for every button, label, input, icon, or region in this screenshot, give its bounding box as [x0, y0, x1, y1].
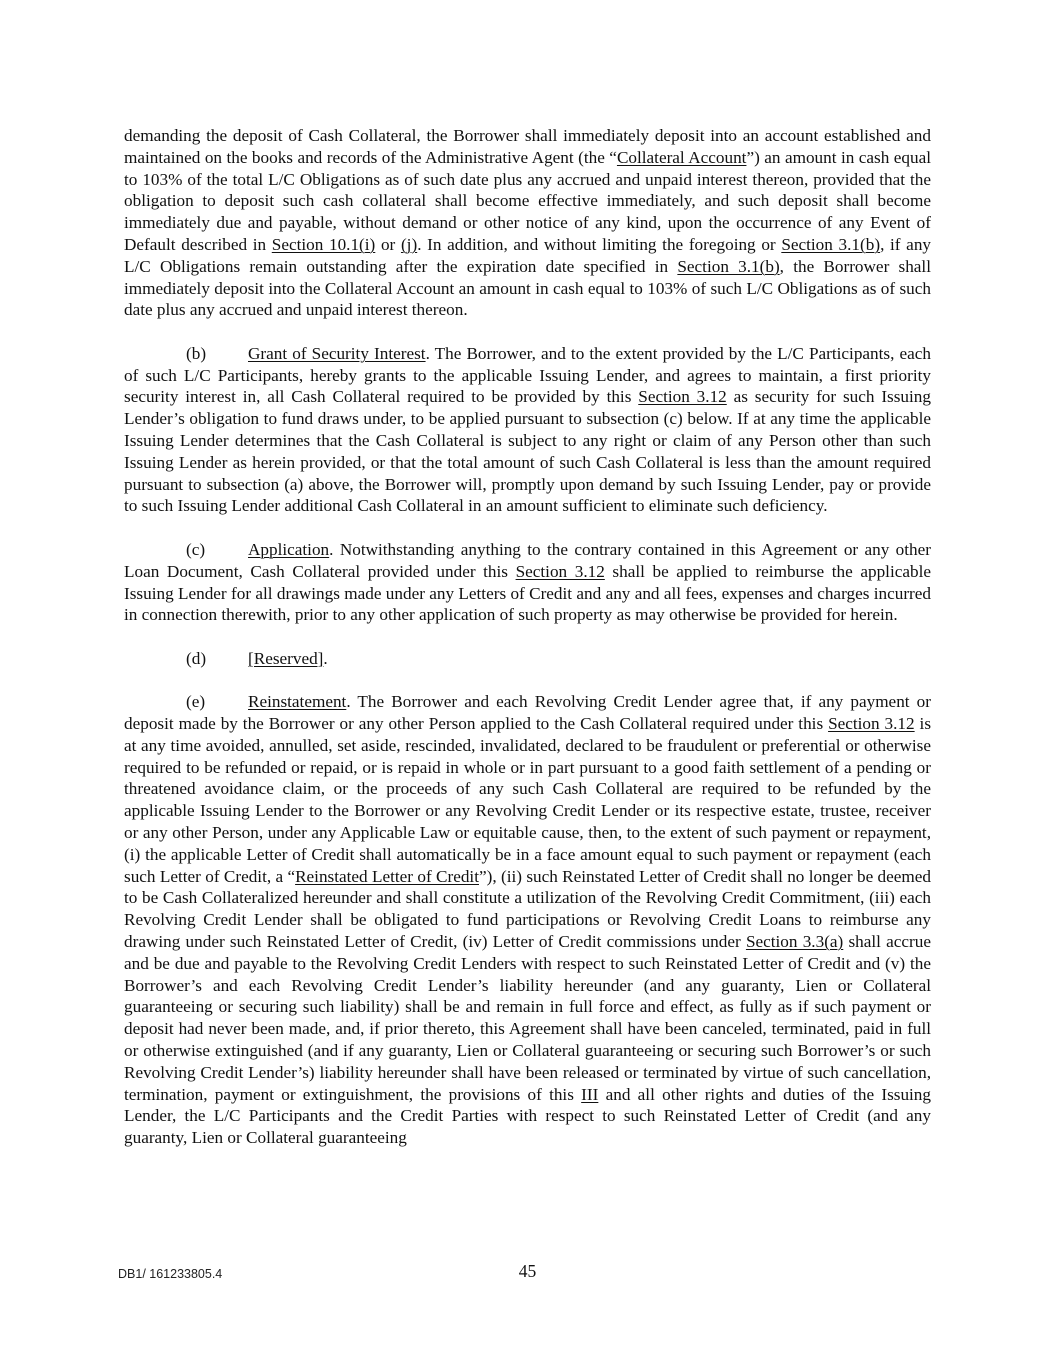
text: is at any time avoided, annulled, set aside, rescinded, invalidated, declared to be fraudulent or preferential or otherwise required to be refunded or repaid, or is repaid in whole or in part pursuant to a good faith settlement of a pending or threatened avoidance claim, or the proceeds of any such Cash Collateral are required to be refunded by the applicable Issuing Lender to the Borrower or any Revolving Credit Lender or its respective estate, trustee, receiver or any other Person, under any Applicable Law or equitable cause, then, to the extent of such payment or repayment, (i) the applicable Letter of Credit shall automatically be in a face amount equal to such payment or repayment (each such Letter of Credit, a “ — [124, 714, 932, 886]
text: . The Borrower and each Revolving Credit Lender agree that, if any payment or deposit made by the Borrower or any other Person applied to the Cash Collateral required under this — [124, 692, 931, 734]
text: ”), (ii) such Reinstated Letter of Credit shall no longer be deemed to be Cash Collateralized hereunder and shall constitute a utilization of the Revolving Credit Commitment, (iii) each Revolving Credit Lender shall be obligated to fund participations or Revolving Credit Loans to reimburse any drawing under such Reinstated Letter of Credit, (iv) Letter of Credit commissions under — [124, 866, 931, 952]
paragraph-d — [124, 648, 931, 670]
text: shall accrue and be due and payable to the Revolving Credit Lenders with respect to such Reinstated Letter of Credit and (v) the Borrower’s and each Revolving Credit Lender’s liability hereunder (and any guaranty, Lien or Collateral guaranteeing or securing such liability) shall be and remain in full force and effect, as fully as if such payment or deposit had never been made, and, if prior thereto, this Agreement shall have been canceled, terminated, paid in full or otherwise extinguished (and if any guaranty, Lien or Collateral guaranteeing or securing such Borrower’s or such Revolving Credit Lender’s) liability hereunder shall have been released or terminated by virtue of such cancellation, termination, payment or extinguishment, the provisions of this — [124, 932, 932, 1104]
subsection-label: (d) — [186, 648, 207, 668]
document-id: DB1/ 161233805.4 — [118, 1267, 223, 1281]
subsection-heading: [Reserved] — [248, 648, 324, 668]
text: ”) an amount in cash equal to 103% of the total L/C Obligations as of such date plus any accrued and unpaid interest thereon, provided that the obligation to deposit such cash collateral shall become effective immediately, and such deposit shall become immediately due and payable, without demand or other notice of any kind, upon the occurrence of any Event of Default described in — [124, 147, 932, 254]
text: , the Borrower shall immediately deposit into the Collateral Account an amount in cash equal to 103% of such L/C Obligations as of such date plus any accrued and unpaid interest thereon. — [124, 256, 931, 320]
text: , if any L/C Obligations remain outstanding after the expiration date specified in — [124, 234, 932, 276]
section-reference: Section 3.12 — [515, 561, 605, 581]
section-reference: Section 10.1(i) — [271, 234, 376, 254]
text: demanding the deposit of Cash Collateral, the Borrower shall immediately deposit into an account established and maintained on the books and records of the Administrative Agent (the “ — [124, 126, 931, 167]
text: . The Borrower, and to the extent provided by the L/C Participants, each of such L/C Participants, hereby grants to the applicable Issuing Lender, and agrees to maintain, a first priority security interest in, all Cash Collateral required to be provided by this — [124, 343, 931, 407]
defined-term-reinstated-letter-of-credit: Reinstated Letter of Credit — [295, 866, 479, 886]
subsection-heading: Application — [248, 539, 330, 559]
paragraph-b — [124, 343, 931, 517]
section-reference: Section 3.1(b) — [677, 256, 780, 276]
page-number: 45 — [518, 1261, 537, 1281]
text: or — [375, 234, 401, 254]
subsection-label: (c) — [186, 539, 206, 559]
section-reference: Section 3.12 — [828, 714, 915, 734]
text: and all other rights and duties of the Issuing Lender, the L/C Participants and the Credit Parties with respect to such Reinstated Letter of Credit (and any guaranty, Lien or Collateral guaranteeing — [124, 1084, 931, 1148]
paragraph-c — [124, 539, 931, 626]
text: . — [323, 648, 328, 668]
paragraph-a — [124, 125, 931, 321]
section-reference: Section 3.12 — [638, 387, 727, 407]
text: shall be applied to reimburse the applicable Issuing Lender for all drawings made under any Letters of Credit and any and all fees, expenses and charges incurred in connection therewith, prior to any other application of such property as may otherwise be provided for herein. — [124, 561, 931, 625]
subsection-heading: Reinstatement — [248, 692, 347, 712]
section-reference: Section 3.3(a) — [745, 932, 844, 952]
subsection-heading: Grant of Security Interest — [248, 343, 426, 363]
subsection-label: (b) — [186, 343, 207, 363]
paragraph-e — [124, 691, 931, 1149]
subsection-label: (e) — [186, 692, 206, 712]
text: as security for such Issuing Lender’s obligation to fund draws under, to be applied pursuant to subsection (c) below. If at any time the applicable Issuing Lender determines that the Cash Collateral is subject to any right or claim of any Person other than such Issuing Lender as herein provided, or that the total amount of such Cash Collateral is less than the amount required pursuant to subsection (a) above, the Borrower will, promptly upon demand by such Issuing Lender, pay or provide to such Issuing Lender additional Cash Collateral in an amount sufficient to eliminate such deficiency. — [124, 387, 931, 516]
section-reference: Section 3.1(b) — [781, 234, 881, 254]
text: . In addition, and without limiting the foregoing or — [417, 234, 782, 254]
section-reference: (j) — [400, 234, 418, 254]
defined-term-collateral-account: Collateral Account — [616, 147, 747, 167]
text: . Notwithstanding anything to the contrary contained in this Agreement or any other Loan Document, Cash Collateral provided under this — [124, 539, 931, 581]
document-body — [124, 125, 931, 1171]
article-reference: III — [581, 1084, 599, 1104]
